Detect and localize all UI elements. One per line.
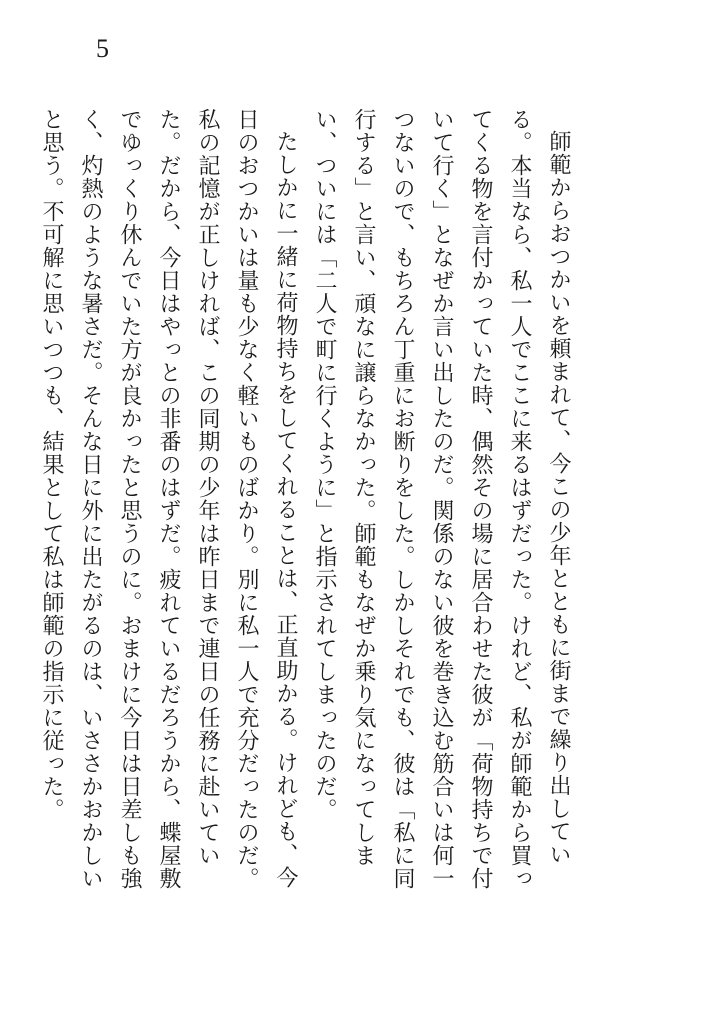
page-number: 5 [96, 34, 109, 63]
paragraph: 師範からおつかいを頼まれて、今この少年とともに街まで繰り出している。本当なら、私一人でここに来るはずだった。けれど、私が師範から買ってくる物を言付かっていた時、偶然その場に居合わせた彼が「荷物持ちで付いて行く」となぜか言い出したのだ。関係のない彼を巻き込む筋合いは何一つないので、もちろん丁重にお断りをした。しかしそれでも、彼は「私に同行する」と言い、頑なに譲らなかった。師範もなぜか乗り気になってしまい、ついには「二人で町に行くように」と指示されてしまったのだ。 [312, 108, 571, 890]
paragraph: たしかに一緒に荷物持ちをしてくれることは、正直助かる。けれども、今日のおつかいは量も少なく軽いものばかり。別に私一人で充分だったのだ。私の記憶が正しければ、この同期の少年は昨日まで連日の任務に赴いていた。だから、今日はやっとの非番のはずだ。疲れているだろうから、蝶屋敷でゆっくり休んでいた方が良かったと思うのに。おまけに今日は日差しも強く、灼熱のような暑さだ。そんな日に外に出たがるのは、いささかおかしいと思う。不可解に思いつつも、結果として私は師範の指示に従った。 [39, 108, 298, 890]
body-text [32, 108, 578, 908]
